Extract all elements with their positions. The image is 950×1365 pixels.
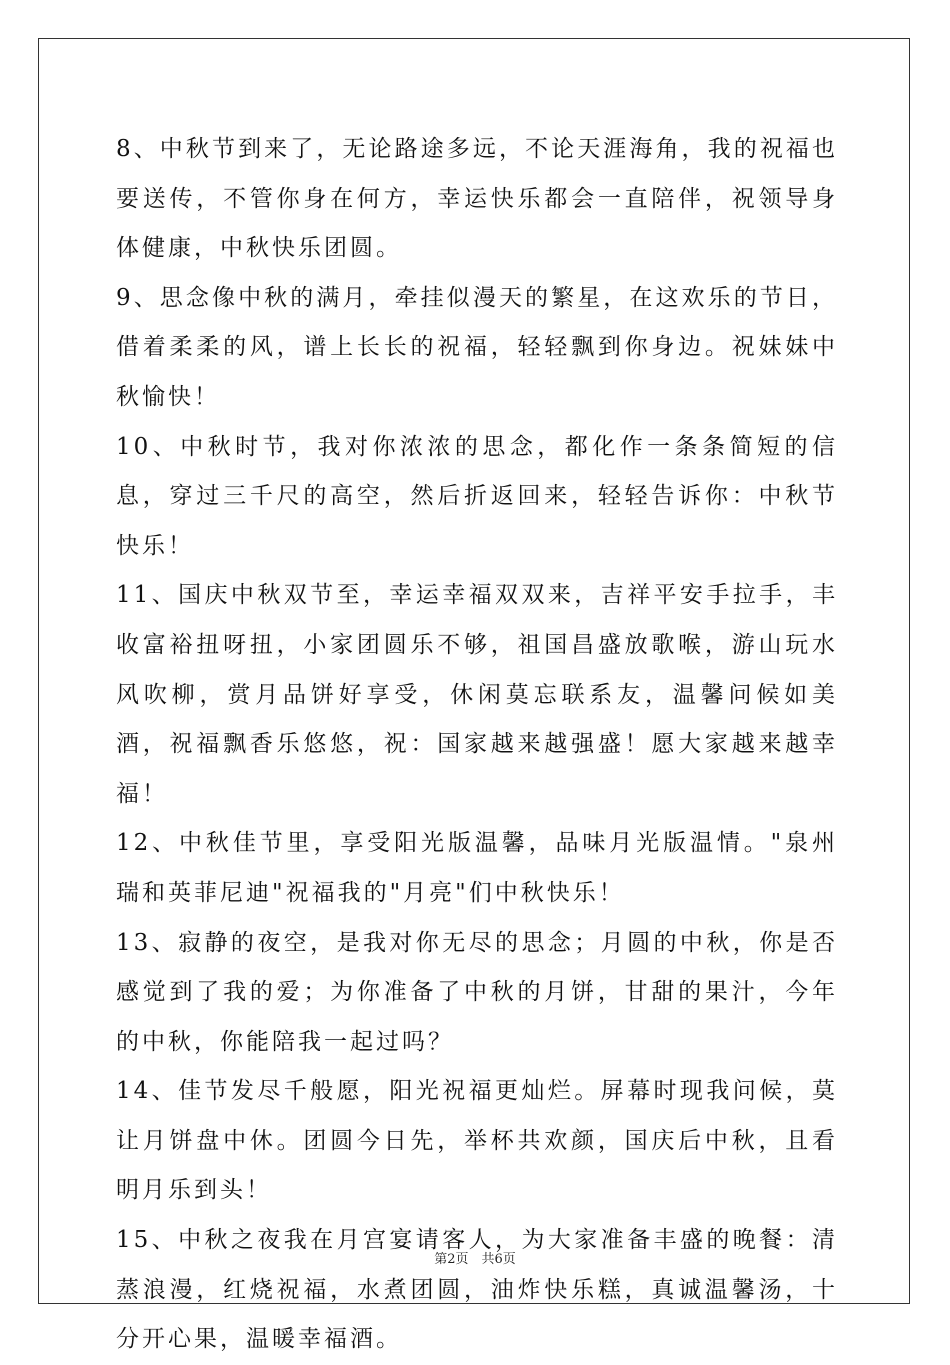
paragraph-14: 14、佳节发尽千般愿，阳光祝福更灿烂。屏幕时现我问候，莫让月饼盘中休。团圆今日先，举杯共欢颜，国庆后中秋，且看明月乐到头！ [116, 1078, 838, 1204]
paragraph-11: 11、国庆中秋双节至，幸运幸福双双来，吉祥平安手拉手，丰收富裕扭呀扭，小家团圆乐不够，祖国昌盛放歌喉，游山玩水风吹柳，赏月品饼好享受，休闲莫忘联系友，温馨问候如美酒，祝福飘香乐悠悠，祝：国家越来越强盛！愿大家越来越幸福！ [116, 582, 838, 807]
page-number-footer: 第2页 共6页 [434, 1252, 516, 1267]
paragraph-13: 13、寂静的夜空，是我对你无尽的思念；月圆的中秋，你是否感觉到了我的爱；为你准备了中秋的月饼，甘甜的果汁，今年的中秋，你能陪我一起过吗？ [116, 929, 838, 1055]
paragraph-8: 8、中秋节到来了，无论路途多远，不论天涯海角，我的祝福也要送传，不管你身在何方，幸运快乐都会一直陪伴，祝领导身体健康，中秋快乐团圆。 [116, 136, 838, 262]
paragraph-9: 9、思念像中秋的满月，牵挂似漫天的繁星，在这欢乐的节日，借着柔柔的风，谱上长长的祝福，轻轻飘到你身边。祝妹妹中秋愉快！ [116, 284, 838, 410]
document-body [116, 125, 838, 1365]
paragraph-15: 15、中秋之夜我在月宫宴请客人，为大家准备丰盛的晚餐：清蒸浪漫，红烧祝福，水煮团圆，油炸快乐糕，真诚温馨汤，十分开心果，温暖幸福酒。 [116, 1227, 838, 1353]
paragraph-12: 12、中秋佳节里，享受阳光版温馨，品味月光版温情。"泉州瑞和英菲尼迪"祝福我的"月亮"们中秋快乐！ [116, 830, 838, 906]
paragraph-10: 10、中秋时节，我对你浓浓的思念，都化作一条条简短的信息，穿过三千尺的高空，然后折返回来，轻轻告诉你：中秋节快乐！ [116, 433, 838, 559]
